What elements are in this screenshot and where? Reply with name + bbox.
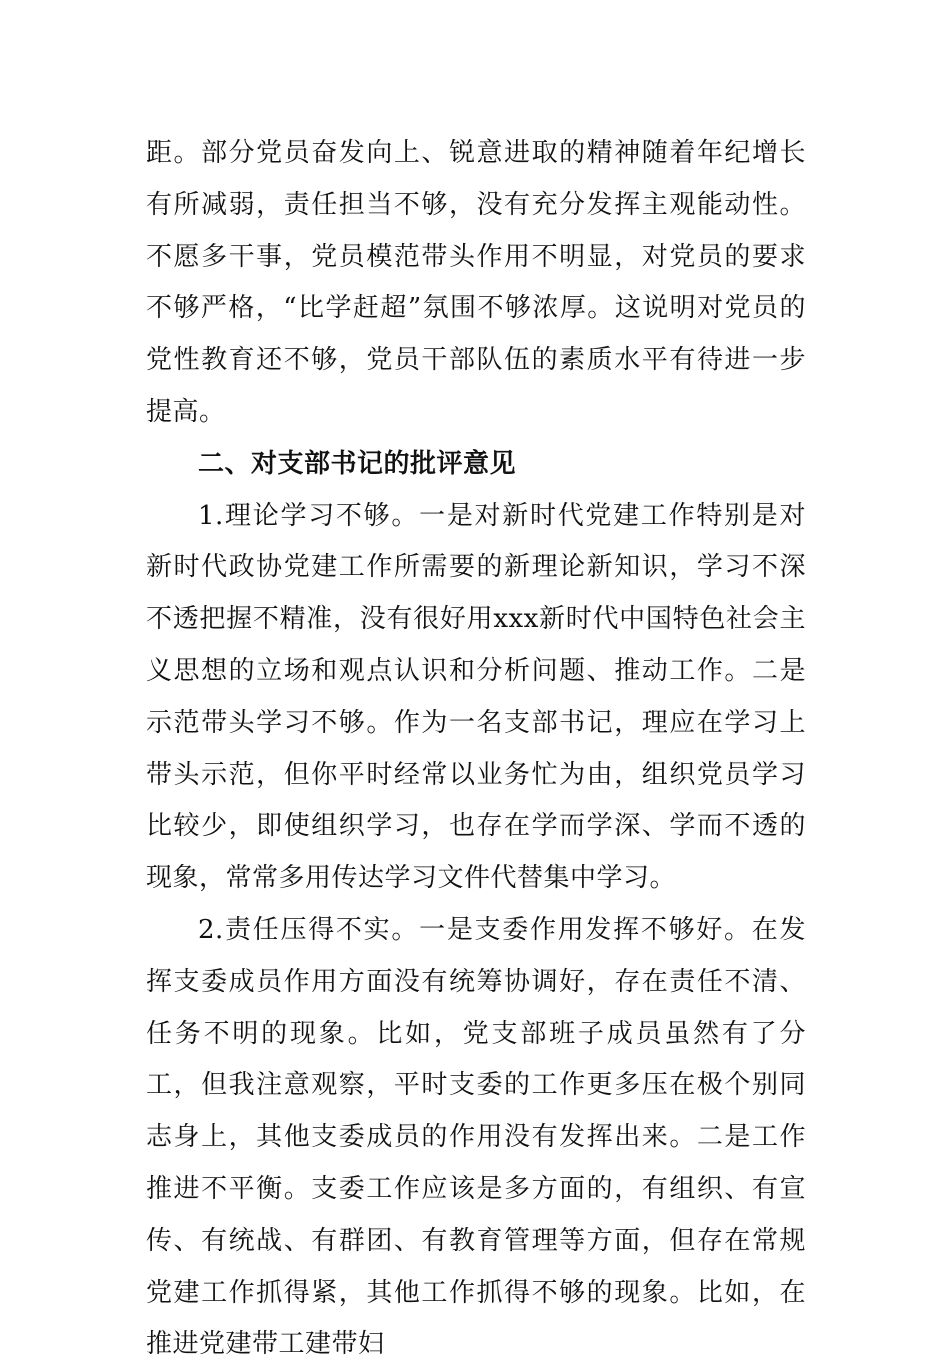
- document-body: [146, 128, 806, 1371]
- section-heading: 二、对支部书记的批评意见: [198, 448, 517, 479]
- paragraph-item-2: 2.责任压得不实。一是支委作用发挥不够好。在发挥支委成员作用方面没有统筹协调好，存在责任不清、任务不明的现象。比如，党支部班子成员虽然有了分工，但我注意观察，平时支委的工作更多压在极个别同志身上，其他支委成员的作用没有发挥出来。二是工作推进不平衡。支委工作应该是多方面的，有组织、有宣传、有统战、有群团、有教育管理等方面，但存在常规党建工作抓得紧，其他工作抓得不够的现象。比如，在推进党建带工建带妇: [146, 914, 806, 1360]
- paragraph-item-1: 1.理论学习不够。一是对新时代党建工作特别是对新时代政协党建工作所需要的新理论新知识，学习不深不透把握不精准，没有很好用xxx新时代中国特色社会主义思想的立场和观点认识和分析问题、推动工作。二是示范带头学习不够。作为一名支部书记，理应在学习上带头示范，但你平时经常以业务忙为由，组织党员学习比较少，即使组织学习，也存在学而学深、学而不透的现象，常常多用传达学习文件代替集中学习。: [146, 500, 806, 894]
- paragraph-continuation: 距。部分党员奋发向上、锐意进取的精神随着年纪增长有所减弱，责任担当不够，没有充分发挥主观能动性。不愿多干事，党员模范带头作用不明显，对党员的要求不够严格，“比学赶超”氛围不够浓厚。这说明对党员的党性教育还不够，党员干部队伍的素质水平有待进一步提高。: [146, 138, 806, 427]
